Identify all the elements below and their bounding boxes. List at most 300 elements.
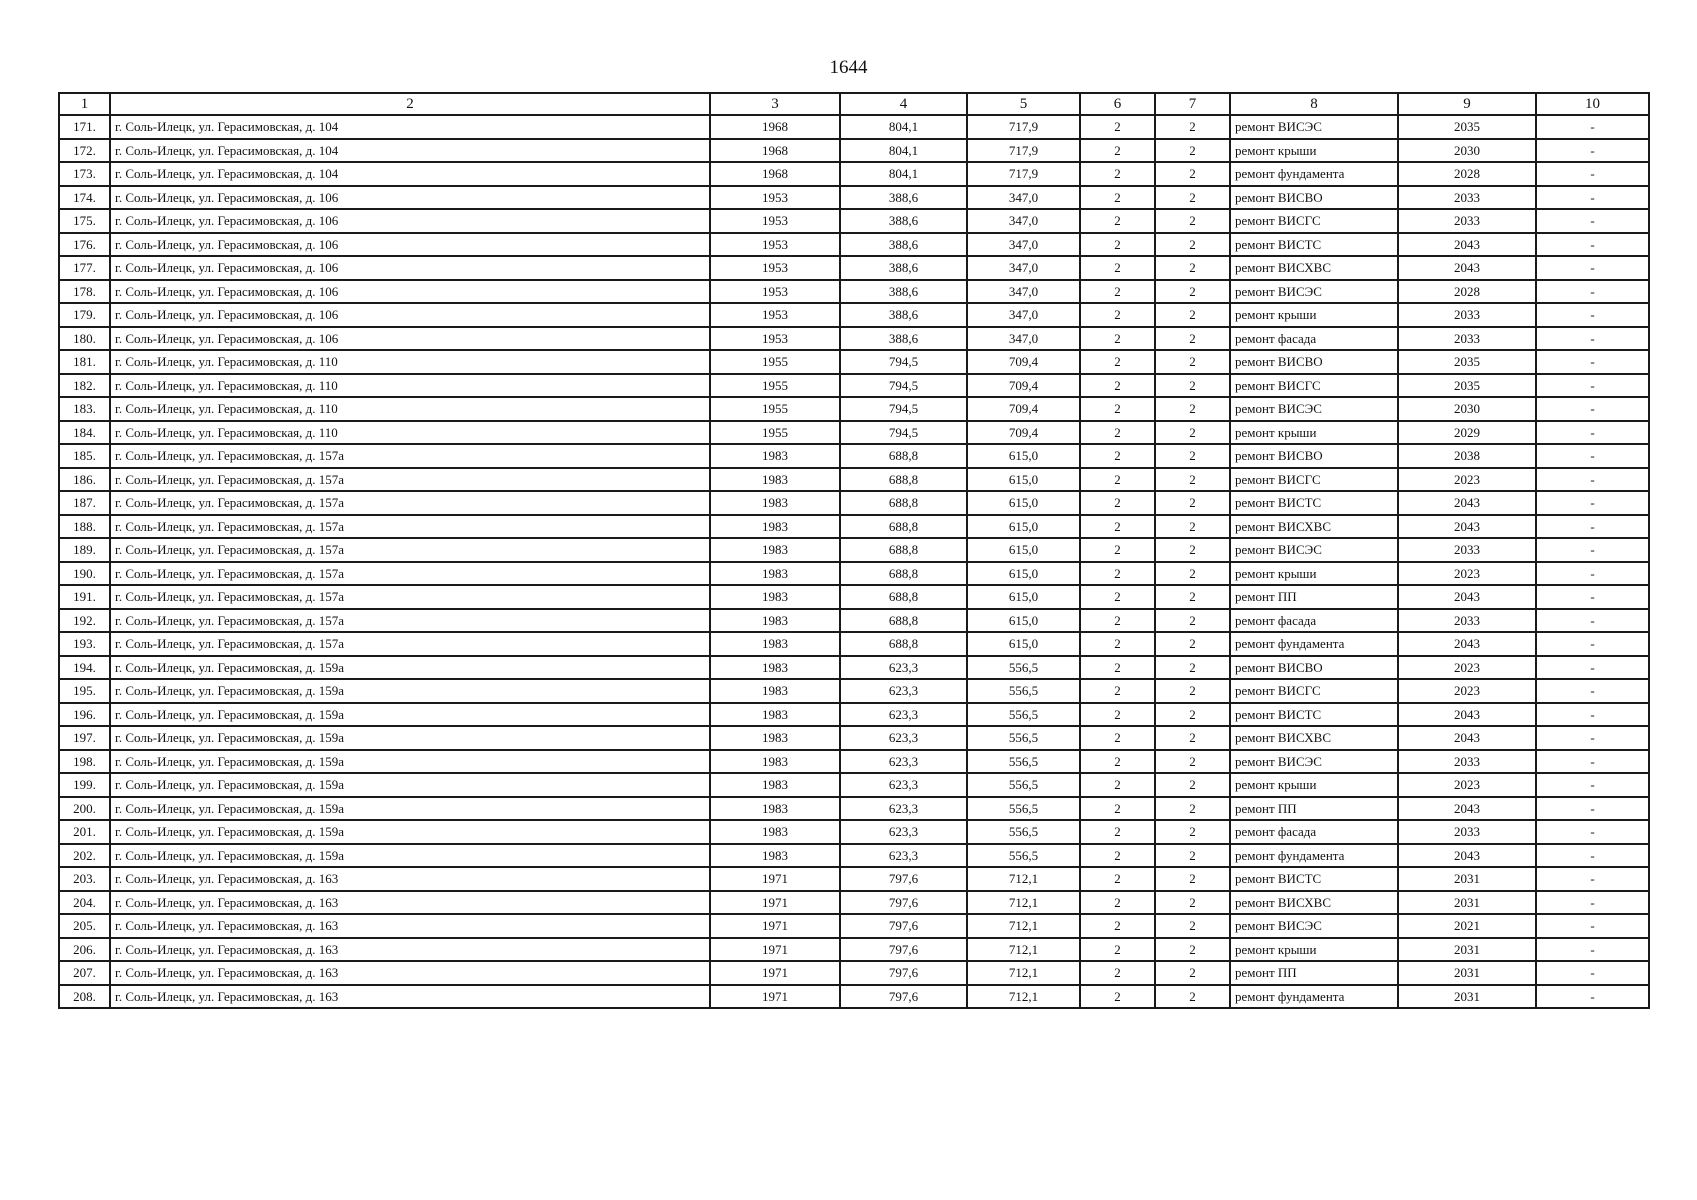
cell-total-area: 804,1 [840,139,967,163]
cell-work-type: ремонт ВИСГС [1230,468,1398,492]
cell-entrances-count: 2 [1155,609,1230,633]
page-number: 1644 [829,57,868,78]
cell-floors-count: 2 [1080,303,1155,327]
cell-living-area: 712,1 [967,867,1080,891]
cell-entrances-count: 2 [1155,914,1230,938]
table-row [59,562,1649,586]
cell-planned-year: 2033 [1398,609,1536,633]
cell-living-area: 709,4 [967,374,1080,398]
cell-total-area: 623,3 [840,726,967,750]
table-row [59,374,1649,398]
cell-year-built: 1983 [710,773,840,797]
cell-row-number: 207. [59,961,110,985]
cell-floors-count: 2 [1080,914,1155,938]
cell-row-number: 195. [59,679,110,703]
cell-living-area: 712,1 [967,914,1080,938]
cell-living-area: 347,0 [967,186,1080,210]
cell-year-built: 1983 [710,585,840,609]
cell-floors-count: 2 [1080,233,1155,257]
cell-total-area: 797,6 [840,891,967,915]
cell-entrances-count: 2 [1155,562,1230,586]
cell-row-number: 188. [59,515,110,539]
cell-work-type: ремонт ПП [1230,961,1398,985]
cell-floors-count: 2 [1080,468,1155,492]
cell-total-area: 794,5 [840,397,967,421]
cell-total-area: 623,3 [840,750,967,774]
cell-note: - [1536,961,1649,985]
cell-total-area: 388,6 [840,233,967,257]
table-row [59,703,1649,727]
cell-planned-year: 2031 [1398,867,1536,891]
cell-planned-year: 2029 [1398,421,1536,445]
cell-total-area: 688,8 [840,562,967,586]
cell-year-built: 1983 [710,820,840,844]
cell-note: - [1536,444,1649,468]
cell-floors-count: 2 [1080,891,1155,915]
table-row [59,209,1649,233]
cell-year-built: 1983 [710,797,840,821]
cell-floors-count: 2 [1080,938,1155,962]
cell-year-built: 1983 [710,726,840,750]
cell-address: г. Соль-Илецк, ул. Герасимовская, д. 157а [110,515,710,539]
cell-entrances-count: 2 [1155,820,1230,844]
cell-work-type: ремонт ВИСТС [1230,867,1398,891]
table-row [59,256,1649,280]
cell-entrances-count: 2 [1155,374,1230,398]
cell-living-area: 615,0 [967,515,1080,539]
cell-total-area: 388,6 [840,303,967,327]
cell-year-built: 1983 [710,679,840,703]
cell-living-area: 347,0 [967,327,1080,351]
cell-total-area: 797,6 [840,938,967,962]
cell-total-area: 688,8 [840,444,967,468]
cell-note: - [1536,186,1649,210]
cell-planned-year: 2043 [1398,844,1536,868]
cell-row-number: 174. [59,186,110,210]
column-header: 3 [710,93,840,115]
cell-note: - [1536,421,1649,445]
cell-note: - [1536,397,1649,421]
cell-floors-count: 2 [1080,327,1155,351]
cell-note: - [1536,820,1649,844]
cell-work-type: ремонт крыши [1230,139,1398,163]
cell-address: г. Соль-Илецк, ул. Герасимовская, д. 163 [110,867,710,891]
repair-schedule-table [58,92,1650,1009]
cell-year-built: 1971 [710,867,840,891]
cell-year-built: 1953 [710,280,840,304]
cell-work-type: ремонт ВИСЭС [1230,914,1398,938]
cell-work-type: ремонт ВИСТС [1230,491,1398,515]
cell-entrances-count: 2 [1155,303,1230,327]
cell-planned-year: 2033 [1398,186,1536,210]
cell-address: г. Соль-Илецк, ул. Герасимовская, д. 106 [110,233,710,257]
table-row [59,515,1649,539]
table-row [59,538,1649,562]
cell-work-type: ремонт ВИСВО [1230,444,1398,468]
cell-total-area: 623,3 [840,820,967,844]
cell-address: г. Соль-Илецк, ул. Герасимовская, д. 157а [110,468,710,492]
cell-address: г. Соль-Илецк, ул. Герасимовская, д. 106 [110,186,710,210]
column-header: 9 [1398,93,1536,115]
cell-entrances-count: 2 [1155,162,1230,186]
cell-entrances-count: 2 [1155,233,1230,257]
cell-year-built: 1983 [710,468,840,492]
cell-note: - [1536,256,1649,280]
table-row [59,820,1649,844]
table-row [59,303,1649,327]
cell-address: г. Соль-Илецк, ул. Герасимовская, д. 104 [110,115,710,139]
cell-note: - [1536,585,1649,609]
cell-planned-year: 2028 [1398,280,1536,304]
cell-row-number: 203. [59,867,110,891]
table-row [59,397,1649,421]
cell-entrances-count: 2 [1155,844,1230,868]
cell-address: г. Соль-Илецк, ул. Герасимовская, д. 159а [110,726,710,750]
cell-floors-count: 2 [1080,374,1155,398]
table-row [59,162,1649,186]
cell-work-type: ремонт ВИСХВС [1230,726,1398,750]
cell-work-type: ремонт ВИСЭС [1230,115,1398,139]
cell-work-type: ремонт ВИСТС [1230,233,1398,257]
cell-planned-year: 2035 [1398,350,1536,374]
cell-work-type: ремонт крыши [1230,773,1398,797]
cell-note: - [1536,703,1649,727]
cell-address: г. Соль-Илецк, ул. Герасимовская, д. 157а [110,585,710,609]
cell-work-type: ремонт ВИСЭС [1230,750,1398,774]
cell-floors-count: 2 [1080,421,1155,445]
cell-total-area: 388,6 [840,327,967,351]
cell-address: г. Соль-Илецк, ул. Герасимовская, д. 110 [110,350,710,374]
cell-note: - [1536,303,1649,327]
cell-living-area: 556,5 [967,797,1080,821]
table-row [59,280,1649,304]
cell-address: г. Соль-Илецк, ул. Герасимовская, д. 106 [110,303,710,327]
cell-work-type: ремонт ВИСГС [1230,209,1398,233]
table-header-row [59,93,1649,115]
cell-year-built: 1983 [710,562,840,586]
cell-planned-year: 2043 [1398,703,1536,727]
column-header: 6 [1080,93,1155,115]
cell-planned-year: 2031 [1398,985,1536,1009]
cell-note: - [1536,350,1649,374]
cell-living-area: 717,9 [967,162,1080,186]
cell-total-area: 388,6 [840,256,967,280]
table-row [59,773,1649,797]
cell-floors-count: 2 [1080,773,1155,797]
table-row [59,585,1649,609]
cell-floors-count: 2 [1080,820,1155,844]
cell-note: - [1536,844,1649,868]
cell-living-area: 709,4 [967,421,1080,445]
table-row [59,914,1649,938]
cell-total-area: 794,5 [840,374,967,398]
cell-note: - [1536,139,1649,163]
cell-entrances-count: 2 [1155,961,1230,985]
cell-note: - [1536,914,1649,938]
cell-living-area: 615,0 [967,632,1080,656]
cell-note: - [1536,797,1649,821]
table-row [59,797,1649,821]
cell-work-type: ремонт ПП [1230,585,1398,609]
cell-work-type: ремонт фундамента [1230,985,1398,1009]
cell-row-number: 189. [59,538,110,562]
cell-address: г. Соль-Илецк, ул. Герасимовская, д. 106 [110,280,710,304]
cell-living-area: 712,1 [967,938,1080,962]
cell-row-number: 178. [59,280,110,304]
cell-planned-year: 2043 [1398,797,1536,821]
cell-year-built: 1971 [710,938,840,962]
cell-planned-year: 2030 [1398,139,1536,163]
cell-planned-year: 2031 [1398,961,1536,985]
cell-note: - [1536,280,1649,304]
cell-address: г. Соль-Илецк, ул. Герасимовская, д. 157а [110,632,710,656]
table-row [59,679,1649,703]
cell-row-number: 199. [59,773,110,797]
cell-work-type: ремонт крыши [1230,562,1398,586]
cell-planned-year: 2031 [1398,938,1536,962]
cell-year-built: 1983 [710,444,840,468]
cell-entrances-count: 2 [1155,679,1230,703]
cell-entrances-count: 2 [1155,985,1230,1009]
cell-year-built: 1953 [710,256,840,280]
cell-entrances-count: 2 [1155,703,1230,727]
table-row [59,938,1649,962]
cell-living-area: 712,1 [967,891,1080,915]
cell-floors-count: 2 [1080,209,1155,233]
cell-entrances-count: 2 [1155,867,1230,891]
cell-floors-count: 2 [1080,867,1155,891]
cell-floors-count: 2 [1080,985,1155,1009]
cell-address: г. Соль-Илецк, ул. Герасимовская, д. 163 [110,914,710,938]
cell-living-area: 615,0 [967,468,1080,492]
cell-address: г. Соль-Илецк, ул. Герасимовская, д. 157а [110,491,710,515]
cell-planned-year: 2033 [1398,303,1536,327]
cell-row-number: 198. [59,750,110,774]
cell-planned-year: 2043 [1398,233,1536,257]
column-header: 10 [1536,93,1649,115]
cell-work-type: ремонт крыши [1230,938,1398,962]
cell-work-type: ремонт фундамента [1230,844,1398,868]
cell-note: - [1536,562,1649,586]
cell-note: - [1536,115,1649,139]
cell-note: - [1536,985,1649,1009]
cell-planned-year: 2033 [1398,820,1536,844]
cell-entrances-count: 2 [1155,350,1230,374]
cell-note: - [1536,656,1649,680]
cell-work-type: ремонт ВИСТС [1230,703,1398,727]
cell-work-type: ремонт ВИСГС [1230,679,1398,703]
column-header: 5 [967,93,1080,115]
cell-address: г. Соль-Илецк, ул. Герасимовская, д. 163 [110,961,710,985]
cell-planned-year: 2023 [1398,656,1536,680]
cell-total-area: 388,6 [840,209,967,233]
cell-address: г. Соль-Илецк, ул. Герасимовская, д. 159а [110,844,710,868]
cell-row-number: 175. [59,209,110,233]
cell-total-area: 688,8 [840,468,967,492]
cell-year-built: 1983 [710,656,840,680]
cell-work-type: ремонт ВИСХВС [1230,891,1398,915]
cell-year-built: 1971 [710,985,840,1009]
cell-entrances-count: 2 [1155,632,1230,656]
cell-planned-year: 2043 [1398,256,1536,280]
cell-total-area: 688,8 [840,538,967,562]
cell-living-area: 615,0 [967,585,1080,609]
cell-total-area: 688,8 [840,585,967,609]
cell-floors-count: 2 [1080,139,1155,163]
table-row [59,139,1649,163]
cell-year-built: 1953 [710,327,840,351]
cell-work-type: ремонт фасада [1230,820,1398,844]
cell-total-area: 688,8 [840,491,967,515]
table-row [59,444,1649,468]
cell-row-number: 183. [59,397,110,421]
table-body [59,115,1649,1008]
cell-floors-count: 2 [1080,585,1155,609]
cell-entrances-count: 2 [1155,139,1230,163]
cell-planned-year: 2033 [1398,209,1536,233]
cell-entrances-count: 2 [1155,327,1230,351]
cell-entrances-count: 2 [1155,891,1230,915]
cell-row-number: 197. [59,726,110,750]
cell-entrances-count: 2 [1155,280,1230,304]
cell-living-area: 615,0 [967,538,1080,562]
cell-living-area: 556,5 [967,656,1080,680]
table-row [59,233,1649,257]
cell-total-area: 388,6 [840,280,967,304]
cell-row-number: 181. [59,350,110,374]
cell-living-area: 615,0 [967,609,1080,633]
cell-row-number: 176. [59,233,110,257]
cell-address: г. Соль-Илецк, ул. Герасимовская, д. 110 [110,374,710,398]
cell-work-type: ремонт ВИСВО [1230,656,1398,680]
cell-floors-count: 2 [1080,797,1155,821]
table-row [59,350,1649,374]
cell-address: г. Соль-Илецк, ул. Герасимовская, д. 159а [110,656,710,680]
cell-row-number: 171. [59,115,110,139]
cell-entrances-count: 2 [1155,397,1230,421]
cell-note: - [1536,632,1649,656]
cell-address: г. Соль-Илецк, ул. Герасимовская, д. 104 [110,139,710,163]
cell-address: г. Соль-Илецк, ул. Герасимовская, д. 157а [110,609,710,633]
cell-living-area: 556,5 [967,750,1080,774]
cell-address: г. Соль-Илецк, ул. Герасимовская, д. 110 [110,421,710,445]
cell-address: г. Соль-Илецк, ул. Герасимовская, д. 163 [110,938,710,962]
cell-note: - [1536,726,1649,750]
cell-year-built: 1983 [710,632,840,656]
cell-note: - [1536,679,1649,703]
cell-entrances-count: 2 [1155,209,1230,233]
table-row [59,985,1649,1009]
cell-year-built: 1971 [710,914,840,938]
cell-entrances-count: 2 [1155,797,1230,821]
cell-note: - [1536,609,1649,633]
cell-row-number: 187. [59,491,110,515]
cell-year-built: 1953 [710,233,840,257]
cell-work-type: ремонт фасада [1230,327,1398,351]
cell-planned-year: 2023 [1398,468,1536,492]
table-row [59,726,1649,750]
cell-total-area: 688,8 [840,632,967,656]
cell-address: г. Соль-Илецк, ул. Герасимовская, д. 106 [110,256,710,280]
cell-row-number: 182. [59,374,110,398]
cell-entrances-count: 2 [1155,773,1230,797]
cell-planned-year: 2033 [1398,538,1536,562]
cell-planned-year: 2035 [1398,374,1536,398]
cell-floors-count: 2 [1080,656,1155,680]
cell-year-built: 1968 [710,115,840,139]
cell-living-area: 615,0 [967,491,1080,515]
cell-row-number: 200. [59,797,110,821]
cell-year-built: 1955 [710,374,840,398]
cell-address: г. Соль-Илецк, ул. Герасимовская, д. 157а [110,538,710,562]
cell-planned-year: 2033 [1398,327,1536,351]
cell-note: - [1536,538,1649,562]
cell-work-type: ремонт крыши [1230,421,1398,445]
cell-address: г. Соль-Илецк, ул. Герасимовская, д. 110 [110,397,710,421]
cell-living-area: 709,4 [967,350,1080,374]
cell-floors-count: 2 [1080,538,1155,562]
cell-total-area: 797,6 [840,867,967,891]
table-row [59,327,1649,351]
cell-living-area: 556,5 [967,726,1080,750]
cell-year-built: 1953 [710,209,840,233]
cell-floors-count: 2 [1080,679,1155,703]
cell-floors-count: 2 [1080,703,1155,727]
cell-note: - [1536,491,1649,515]
cell-year-built: 1971 [710,961,840,985]
cell-row-number: 204. [59,891,110,915]
cell-address: г. Соль-Илецк, ул. Герасимовская, д. 157а [110,562,710,586]
cell-row-number: 208. [59,985,110,1009]
cell-total-area: 623,3 [840,656,967,680]
column-header: 4 [840,93,967,115]
cell-planned-year: 2021 [1398,914,1536,938]
cell-living-area: 556,5 [967,703,1080,727]
cell-year-built: 1983 [710,703,840,727]
table-row [59,891,1649,915]
cell-entrances-count: 2 [1155,515,1230,539]
cell-planned-year: 2043 [1398,515,1536,539]
column-header: 7 [1155,93,1230,115]
cell-entrances-count: 2 [1155,186,1230,210]
cell-address: г. Соль-Илецк, ул. Герасимовская, д. 106 [110,209,710,233]
cell-living-area: 556,5 [967,679,1080,703]
cell-living-area: 347,0 [967,280,1080,304]
cell-total-area: 623,3 [840,773,967,797]
cell-year-built: 1955 [710,421,840,445]
cell-row-number: 190. [59,562,110,586]
cell-work-type: ремонт ВИСГС [1230,374,1398,398]
cell-year-built: 1968 [710,162,840,186]
cell-address: г. Соль-Илецк, ул. Герасимовская, д. 106 [110,327,710,351]
cell-floors-count: 2 [1080,491,1155,515]
cell-living-area: 556,5 [967,820,1080,844]
cell-living-area: 717,9 [967,139,1080,163]
cell-work-type: ремонт ВИСВО [1230,186,1398,210]
cell-note: - [1536,209,1649,233]
cell-planned-year: 2033 [1398,750,1536,774]
cell-work-type: ремонт ВИСХВС [1230,256,1398,280]
cell-floors-count: 2 [1080,162,1155,186]
cell-work-type: ремонт ВИСЭС [1230,538,1398,562]
cell-address: г. Соль-Илецк, ул. Герасимовская, д. 157а [110,444,710,468]
cell-year-built: 1955 [710,350,840,374]
cell-note: - [1536,233,1649,257]
cell-year-built: 1955 [710,397,840,421]
cell-floors-count: 2 [1080,844,1155,868]
cell-row-number: 177. [59,256,110,280]
cell-work-type: ремонт ВИСВО [1230,350,1398,374]
